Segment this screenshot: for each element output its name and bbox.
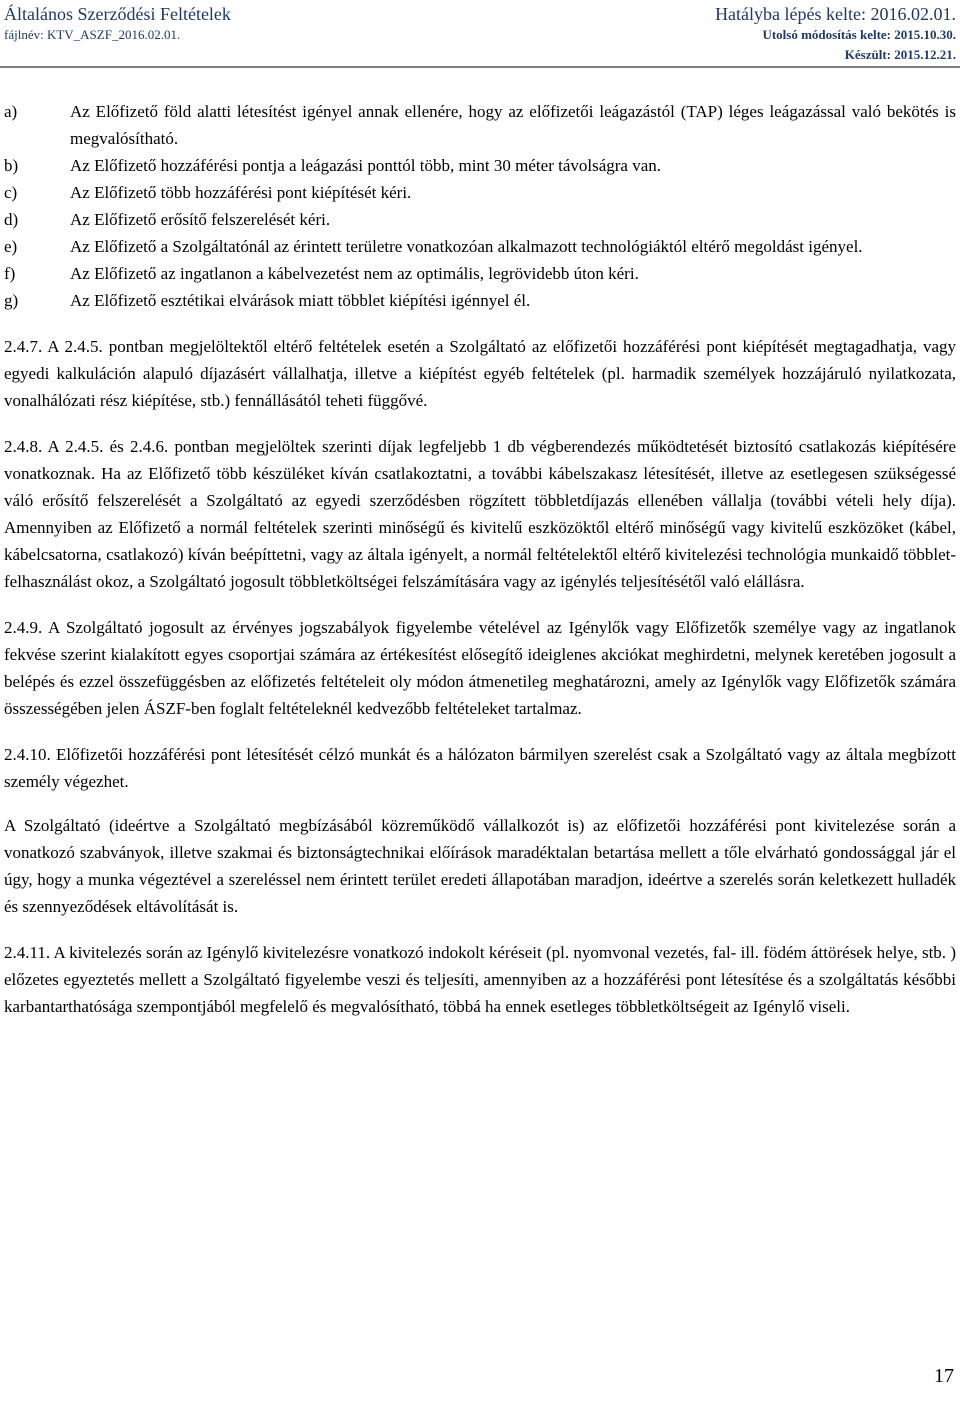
paragraph-2-4-11: 2.4.11. A kivitelezés során az Igénylő kivitelezésre vonatkozó indokolt kéréseit (pl. nyomvonal vezetés, fal- ill. födém áttörések helye, stb. ) előzetes egyeztetés mellett a Szolgáltató figyelembe veszi és teljesíti, amennyiben az a hozzáférési pont létesítése és a szolgáltatás későbbi karbantarthatósága szempontjából megfelelő és megvalósítható, többá ha ennek esetleges többletköltségeit az Igénylő viseli. <box>4 943 956 1016</box>
paragraph-2-4-8: 2.4.8. A 2.4.5. és 2.4.6. pontban megjelöltek szerinti díjak legfeljebb 1 db végberendezés működtetését biztosító csatlakozás kiépítésére vonatkoznak. Ha az Előfizető több készüléket kíván csatlakoztatni, a további kábelszakasz létesítését, illetve az esetlegesen szükségessé váló erősítő felszerelését a Szolgáltató az egyedi szerződésben rögzített többletdíjazás ellenében vállalja (további vételi hely díja). Amennyiben az Előfizető a normál feltételek szerinti minőségű és kivitelű eszközöktől eltérő minőségű vagy kivitelű eszközöket (kábel, kábelcsatorna, csatlakozó) kíván beépíttetni, vagy az általa igényelt, a normál feltételektől eltérő kivitelezési technológia munkaidő többlet-felhasználást okoz, a Szolgáltató jogosult többletköltségei felszámítására vagy az igénylés teljesítésétől való elállásra. <box>4 437 956 591</box>
page-header <box>0 0 960 68</box>
filename-label: fájlnév: KTV_ASZF_2016.02.01. <box>4 27 181 42</box>
list-item <box>4 98 956 152</box>
list-text: Az Előfizető hozzáférési pontja a leágazási ponttól több, mint 30 méter távolságra van. <box>70 156 662 175</box>
list-text: Az Előfizető több hozzáférési pont kiépítését kéri. <box>70 183 412 202</box>
list-text: Az Előfizető föld alatti létesítést igényel annak ellenére, hogy az előfizetői leágazástól (TAP) léges leágazással való bekötés is megvalósítható. <box>70 102 956 148</box>
list-marker: d) <box>4 210 19 229</box>
list-item <box>4 260 956 287</box>
list-item <box>4 206 956 233</box>
document-body <box>4 98 956 1037</box>
list-text: Az Előfizető az ingatlanon a kábelvezetést nem az optimális, legrövidebb úton kéri. <box>70 264 639 283</box>
document-title: Általános Szerződési Feltételek <box>4 4 231 24</box>
list-marker: b) <box>4 156 19 175</box>
paragraph-2-4-10-continued: A Szolgáltató (ideértve a Szolgáltató megbízásából közreműködő vállalkozót is) az előfizetői hozzáférési pont kivitelezése során a vonatkozó szabványok, illetve szakmai és biztonságtechnikai előírások maradéktalan betartása mellett a tőle elvárható gondossággal jár el úgy, hogy a munka végeztével a szereléssel nem érintett terület eredeti állapotában maradjon, ideértve a szerelés során keletkezett hulladék és szennyeződések eltávolítását is. <box>4 816 956 916</box>
page-number: 17 <box>934 1365 954 1387</box>
list-marker: a) <box>4 102 18 121</box>
list-item <box>4 233 956 260</box>
header-divider <box>0 66 960 68</box>
list-marker: f) <box>4 264 16 283</box>
condition-list <box>4 98 956 314</box>
list-text: Az Előfizető erősítő felszerelését kéri. <box>70 210 331 229</box>
list-marker: e) <box>4 237 18 256</box>
paragraph-2-4-9: 2.4.9. A Szolgáltató jogosult az érvényes jogszabályok figyelembe vételével az Igénylők vagy Előfizetők személye vagy az ingatlanok fekvése szerint kialakított egyes csoportjai számára az értékesítést elősegítő ideiglenes akciókat meghirdetni, melynek keretében jogosult a belépés és ezzel összefüggésben az előfizetés feltételeit oly módon átmenetileg meghatározni, amely az Igénylők vagy Előfizetők számára összességében jelen ÁSZF-ben foglalt feltételeknél kedvezőbb feltételeket tartalmaz. <box>4 618 956 718</box>
list-text: Az Előfizető esztétikai elvárások miatt többlet kiépítési igénnyel él. <box>70 291 531 310</box>
list-item <box>4 287 956 314</box>
paragraph-2-4-7: 2.4.7. A 2.4.5. pontban megjelöltektől eltérő feltételek esetén a Szolgáltató az előfizetői hozzáférési pont kiépítését megtagadhatja, vagy egyedi kalkuláción alapuló díjazásért vállalhatja, illetve a kiépítést egyéb feltételek (pl. harmadik személyek hozzájáruló nyilatkozata, vonalhálózati rész kiépítése, stb.) fennállásától teheti függővé. <box>4 337 956 410</box>
effective-date: Hatályba lépés kelte: 2016.02.01. <box>715 4 956 24</box>
list-marker: g) <box>4 291 19 310</box>
created-date: Készült: 2015.12.21. <box>844 47 956 62</box>
list-marker: c) <box>4 183 18 202</box>
paragraph-2-4-10: 2.4.10. Előfizetői hozzáférési pont létesítését célzó munkát és a hálózaton bármilyen szerelést csak a Szolgáltató vagy az általa megbízott személy végezhet. <box>4 745 956 791</box>
list-item <box>4 179 956 206</box>
list-item <box>4 152 956 179</box>
last-modified-date: Utolsó módosítás kelte: 2015.10.30. <box>762 27 956 42</box>
list-text: Az Előfizető a Szolgáltatónál az érintett területre vonatkozóan alkalmazott technológiáktól eltérő megoldást igényel. <box>70 237 863 256</box>
